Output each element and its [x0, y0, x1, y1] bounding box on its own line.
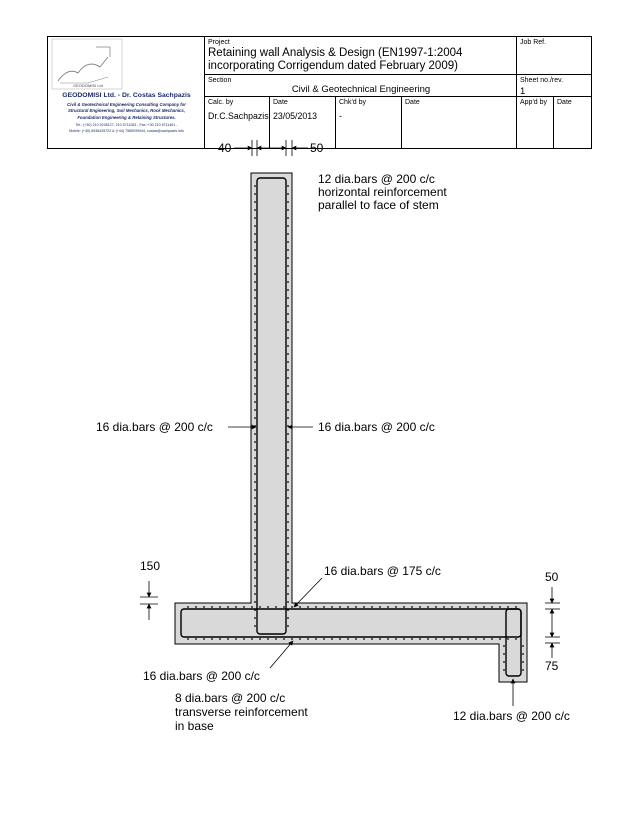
company-contact-line1: Tel.: (+30) 210 5238127, 210 5711263 - Fax.:+30 210 5711461 - [75, 123, 178, 127]
stem-bar-dot [287, 545, 289, 547]
company-contact-line2: Mobile: (+30) 6936425722 & (+44) 7585939944, costas@sachpazis.info [69, 129, 184, 133]
stem-bar-dot [287, 385, 289, 387]
job-ref-label: Job Ref. [520, 39, 547, 46]
stem-bar-dot [287, 377, 289, 379]
stem-bar-dot [254, 529, 256, 531]
base-bar-dot [427, 606, 429, 608]
base-bar-dot [483, 606, 485, 608]
base-bar-dot [507, 606, 509, 608]
base-bar-dot [387, 638, 389, 640]
base-bar-dot [195, 638, 197, 640]
base-bar-dot [227, 638, 229, 640]
stem-bar-dot [254, 489, 256, 491]
base-bar-dot [363, 606, 365, 608]
base-top-cover-dimension [140, 581, 158, 620]
base-bar-dot [467, 606, 469, 608]
base-bar-dot [267, 638, 269, 640]
base-bar-dot [235, 638, 237, 640]
stem-bar-dot [254, 265, 256, 267]
base-bar-dot [251, 638, 253, 640]
stem-bar-dot [287, 273, 289, 275]
stem-bar-dot [254, 401, 256, 403]
base-bar-dot [347, 606, 349, 608]
transverse-label-line3: in base [175, 719, 214, 733]
base-bar-dot [451, 638, 453, 640]
key-bar-dot [503, 645, 505, 647]
base-bar-dot [515, 606, 517, 608]
stem-bar-dot [287, 201, 289, 203]
key-bar-dot [522, 661, 524, 663]
stem-bar-dot [254, 361, 256, 363]
base-bar-dot [243, 606, 245, 608]
transverse-label-line2: transverse reinforcement [175, 705, 308, 719]
stem-bar-dot [287, 433, 289, 435]
stem-bar-dot [287, 185, 289, 187]
stem-bar-dot [287, 569, 289, 571]
base-bar-dot [355, 606, 357, 608]
base-bar-dot [355, 638, 357, 640]
key-bar-dot [503, 669, 505, 671]
stem-bar-dot [287, 393, 289, 395]
stem-bar-dot [287, 241, 289, 243]
stem-bar-dot [254, 209, 256, 211]
base-bar-dot [259, 606, 261, 608]
stem-bar-dot [287, 417, 289, 419]
stem-bar-dot [287, 225, 289, 227]
stem-bar-dot [254, 305, 256, 307]
stem-bar-dot [287, 601, 289, 603]
stem-bar-dot [254, 553, 256, 555]
stem-bar-dot [254, 625, 256, 627]
stem-bar-dot [254, 273, 256, 275]
base-bar-dot [323, 606, 325, 608]
stem-bar-dot [287, 233, 289, 235]
stem-bar-dot [254, 233, 256, 235]
base-top-bars-label: 16 dia.bars @ 175 c/c [324, 564, 441, 578]
base-bar-dot [339, 638, 341, 640]
transverse-label-line1: 8 dia.bars @ 200 c/c [175, 691, 286, 705]
base-bar-dot [499, 606, 501, 608]
stem-bar-dot [287, 625, 289, 627]
base-bar-dot [371, 638, 373, 640]
stem-bar-dot [287, 481, 289, 483]
stem-right-bars-label: 16 dia.bars @ 200 c/c [318, 420, 435, 434]
sheet-label: Sheet no./rev. [520, 77, 564, 84]
sheet-value: 1 [520, 86, 526, 97]
stem-bar-dot [254, 185, 256, 187]
base-bar-dot [211, 638, 213, 640]
stem-bar-dot [287, 609, 289, 611]
stem-bar-dot [287, 521, 289, 523]
base-bar-dot [435, 638, 437, 640]
appd-by-label: App'd by [520, 99, 548, 106]
stem-bar-dot [254, 345, 256, 347]
stem-bar-dot [254, 569, 256, 571]
stem-cover-dimension [234, 140, 308, 156]
base-bar-dot [475, 638, 477, 640]
key-bar-dot [503, 661, 505, 663]
stem-bar-dot [287, 265, 289, 267]
stem-bar-dot [254, 513, 256, 515]
base-bar-dot [299, 638, 301, 640]
stem-horizontal-label-line3: parallel to face of stem [318, 198, 439, 212]
base-bar-dot [243, 638, 245, 640]
base-bar-dot [227, 606, 229, 608]
stem-bar-dot [254, 257, 256, 259]
base-bar-dot [203, 606, 205, 608]
base-bar-dot [427, 638, 429, 640]
stem-bar-dot [287, 321, 289, 323]
section-value: Civil & Geotechnical Engineering [291, 84, 431, 95]
stem-bar-dot [287, 513, 289, 515]
stem-bar-dot [287, 529, 289, 531]
stem-bar-dot [287, 561, 289, 563]
base-bar-dot [403, 638, 405, 640]
stem-bar-dot [254, 385, 256, 387]
base-bar-dot [443, 606, 445, 608]
base-bar-dot [451, 606, 453, 608]
base-bar-dot [347, 638, 349, 640]
stem-bar-dot [287, 353, 289, 355]
stem-bar-dot [287, 441, 289, 443]
key-bars-label: 12 dia.bars @ 200 c/c [453, 709, 570, 723]
stem-bar-dot [287, 585, 289, 587]
key-bar-dot [522, 653, 524, 655]
key-bar-dot [522, 645, 524, 647]
base-bar-dot [387, 606, 389, 608]
stem-bar-dot [287, 305, 289, 307]
stem-bar-dot [254, 249, 256, 251]
base-bar-dot [235, 606, 237, 608]
dim-base-cover: 150 [140, 559, 161, 573]
stem-bar-dot [287, 369, 289, 371]
stem-bar-dot [254, 585, 256, 587]
base-bar-dot [315, 638, 317, 640]
base-bar-dot [499, 638, 501, 640]
stem-bar-dot [254, 393, 256, 395]
stem-bar-dot [287, 489, 289, 491]
section-label: Section [208, 77, 232, 84]
stem-bar-dot [254, 313, 256, 315]
base-bar-dot [307, 638, 309, 640]
company-name: GEODOMISI Ltd. - Dr. Costas Sachpazis [62, 92, 191, 99]
base-bar-dot [379, 638, 381, 640]
key-bar-dot [522, 669, 524, 671]
company-desc-line1: Civil & Geotechnical Engineering Consulting Company for [67, 102, 186, 107]
stem-bar-dot [254, 465, 256, 467]
date-label: Date [273, 99, 288, 106]
stem-bar-dot [287, 497, 289, 499]
company-desc-line2: Structural Engineering, Soil Mechanics, Rock Mechanics, [67, 108, 185, 113]
dim-toe-bottom: 75 [545, 659, 559, 673]
base-bar-dot [475, 606, 477, 608]
logo-text: GEODOMISI Ltd [73, 83, 103, 88]
base-bar-dot [419, 606, 421, 608]
stem-bar-dot [287, 361, 289, 363]
stem-bar-dot [254, 289, 256, 291]
stem-bar-dot [254, 297, 256, 299]
stem-bar-dot [287, 577, 289, 579]
stem-bar-dot [287, 537, 289, 539]
stem-bar-dot [287, 193, 289, 195]
base-bar-dot [291, 638, 293, 640]
stem-bar-dot [287, 289, 289, 291]
base-bar-dot [395, 638, 397, 640]
base-bar-dot [339, 606, 341, 608]
base-bar-dot [299, 606, 301, 608]
base-bar-dot [491, 606, 493, 608]
date-value: 23/05/2013 [273, 111, 318, 121]
base-bar-dot [307, 606, 309, 608]
base-bar-dot [323, 638, 325, 640]
base-bar-dot [211, 606, 213, 608]
toe-cover-dimension [545, 587, 560, 658]
stem-horizontal-label-line2: horizontal reinforcement [318, 185, 447, 199]
stem-bar-dot [287, 337, 289, 339]
base-bar-dot [515, 638, 517, 640]
stem-bar-dot [287, 449, 289, 451]
base-bar-dot [459, 638, 461, 640]
stem-bar-dot [254, 473, 256, 475]
base-bar-dot [195, 606, 197, 608]
base-bar-dot [459, 606, 461, 608]
dim-stem-right: 50 [310, 141, 324, 155]
project-title-line2: incorporating Corrigendum dated February 2009) [208, 60, 458, 72]
base-bar-dot [491, 638, 493, 640]
stem-bar-dot [287, 465, 289, 467]
base-bar-dot [315, 606, 317, 608]
stem-bar-dot [254, 497, 256, 499]
calc-by-label: Calc. by [208, 99, 234, 106]
stem-bar-dot [254, 561, 256, 563]
stem-bar-dot [254, 609, 256, 611]
base-bar-dot [411, 638, 413, 640]
stem-bar-dot [254, 377, 256, 379]
base-bar-dot [283, 638, 285, 640]
base-bar-dot [443, 638, 445, 640]
dim-toe-top: 50 [545, 570, 559, 584]
base-bar-dot [259, 638, 261, 640]
stem-bar-dot [254, 417, 256, 419]
base-bottom-bars-leader [270, 641, 293, 668]
stem-bar-dot [254, 457, 256, 459]
base-bar-dot [363, 638, 365, 640]
stem-bar-dot [254, 409, 256, 411]
stem-bar-dot [287, 473, 289, 475]
base-bottom-bars-label: 16 dia.bars @ 200 c/c [143, 669, 260, 683]
base-bar-dot [435, 606, 437, 608]
base-bar-dot [467, 638, 469, 640]
base-bar-dot [419, 638, 421, 640]
stem-bar-dot [287, 553, 289, 555]
stem-bar-dot [254, 441, 256, 443]
date3-label: Date [557, 99, 572, 106]
stem-bar-dot [287, 297, 289, 299]
stem-bar-dot [254, 225, 256, 227]
stem-bar-dot [254, 337, 256, 339]
stem-left-bars-label: 16 dia.bars @ 200 c/c [96, 420, 213, 434]
base-bar-dot [395, 606, 397, 608]
stem-bar-dot [287, 217, 289, 219]
stem-bar-dot [254, 321, 256, 323]
base-bar-dot [187, 638, 189, 640]
stem-bar-dot [254, 201, 256, 203]
stem-bar-dot [254, 481, 256, 483]
base-bar-dot [275, 606, 277, 608]
stem-bar-dot [254, 521, 256, 523]
company-desc-line3: Foundation Engineering & Retaining Structures. [77, 115, 176, 120]
stem-bar-dot [287, 281, 289, 283]
stem-bar-dot [287, 329, 289, 331]
base-bar-dot [251, 606, 253, 608]
project-title-line1: Retaining wall Analysis & Design (EN1997-1:2004 [208, 47, 463, 59]
base-bar-dot [411, 606, 413, 608]
stem-bar-dot [287, 593, 289, 595]
date2-label: Date [405, 99, 420, 106]
base-bar-dot [283, 606, 285, 608]
base-bar-dot [187, 606, 189, 608]
base-bar-dot [507, 638, 509, 640]
base-bar-dot [219, 638, 221, 640]
base-bar-dot [267, 606, 269, 608]
base-bar-dot [331, 638, 333, 640]
stem-bar-dot [287, 257, 289, 259]
stem-bar-dot [254, 505, 256, 507]
key-bar-dot [503, 653, 505, 655]
stem-bar-dot [254, 545, 256, 547]
base-bar-dot [403, 606, 405, 608]
base-bar-dot [203, 638, 205, 640]
stem-bar-dot [254, 241, 256, 243]
stem-bar-dot [254, 281, 256, 283]
stem-bar-dot [287, 505, 289, 507]
stem-bar-dot [254, 537, 256, 539]
stem-bar-dot [254, 217, 256, 219]
stem-bar-dot [287, 313, 289, 315]
stem-bar-dot [254, 617, 256, 619]
stem-bar-dot [254, 601, 256, 603]
base-bar-dot [371, 606, 373, 608]
stem-bar-dot [287, 209, 289, 211]
base-bar-dot [483, 638, 485, 640]
chkd-by-value: - [339, 111, 342, 121]
stem-bar-dot [287, 409, 289, 411]
stem-bar-dot [287, 249, 289, 251]
stem-bar-dot [254, 193, 256, 195]
dim-stem-left: 40 [218, 141, 232, 155]
stem-horizontal-label-line1: 12 dia.bars @ 200 c/c [318, 172, 435, 186]
stem-bar-dot [254, 353, 256, 355]
chkd-by-label: Chk'd by [339, 99, 367, 106]
base-bar-dot [379, 606, 381, 608]
stem-bar-dot [254, 593, 256, 595]
stem-bar-dot [254, 449, 256, 451]
stem-bar-dot [287, 617, 289, 619]
stem-bar-dot [287, 345, 289, 347]
stem-bar-dot [287, 401, 289, 403]
stem-bar-dot [254, 369, 256, 371]
stem-bar-dot [287, 457, 289, 459]
base-bar-dot [275, 638, 277, 640]
stem-bar-dot [254, 329, 256, 331]
project-label: Project [208, 39, 230, 46]
base-bar-dot [219, 606, 221, 608]
stem-bar-dot [254, 433, 256, 435]
calc-by-value: Dr.C.Sachpazis [208, 111, 269, 121]
base-bar-dot [291, 606, 293, 608]
stem-bar-dot [254, 577, 256, 579]
base-bar-dot [331, 606, 333, 608]
